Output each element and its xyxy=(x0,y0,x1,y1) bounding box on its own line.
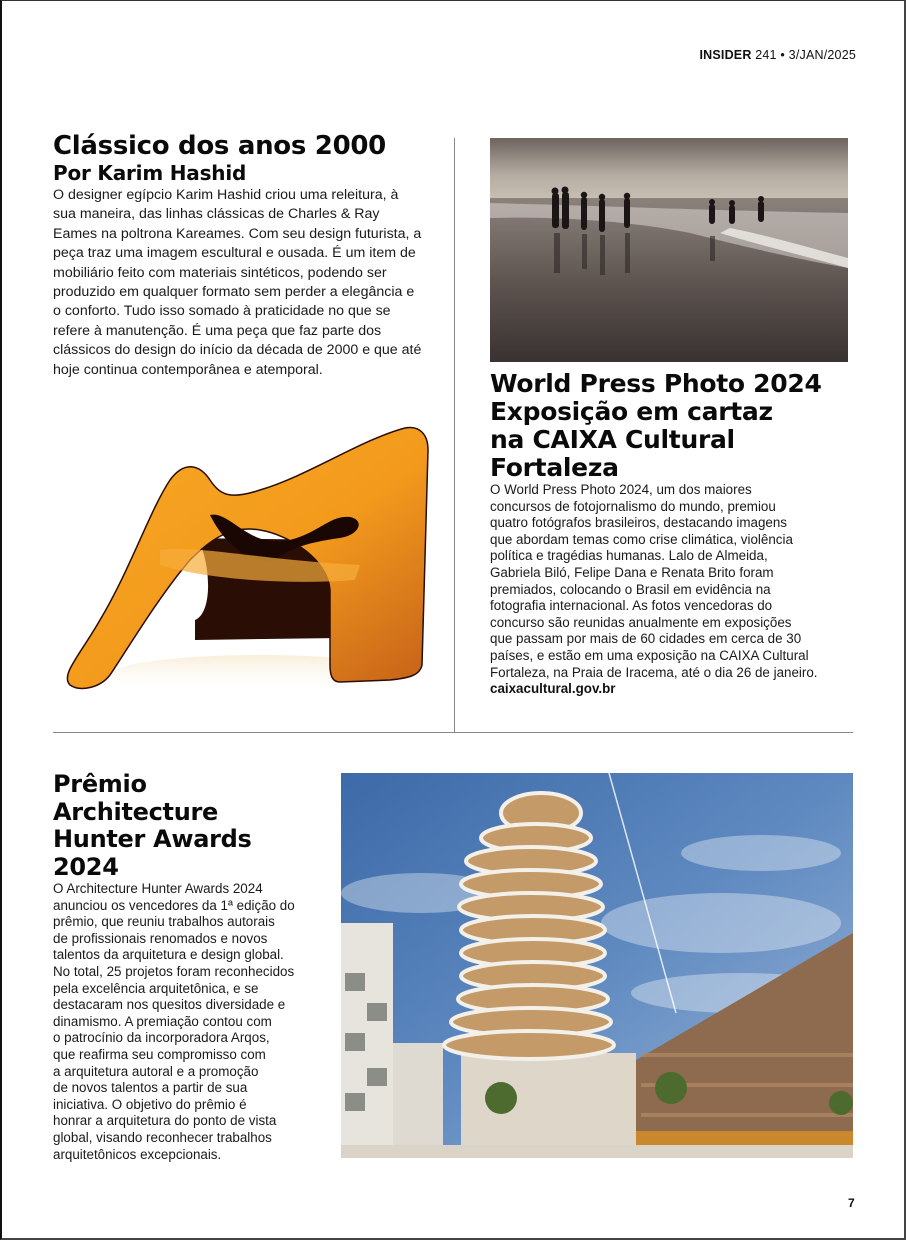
article-body: O designer egípcio Karim Hashid criou uma releitura, à sua maneira, das linhas clássicas de Charles & Ray Eames na poltrona Kareames. Com seu design futurista, a peça traz uma imagem escultural e ousada. É um item de mobiliário feito com materiais sintéticos, podendo ser produzido em qualquer formato sem perder a elegância e o conforto. Tudo isso somado à praticidade no que se refere à manutenção. É uma peça que faz parte dos clássicos do design do início da década de 2000 e que até hoje continua contemporânea e atemporal. xyxy=(53,187,422,378)
chair-image xyxy=(60,420,430,710)
page-number: 7 xyxy=(848,1196,855,1210)
body-line: destacaram nos quesitos diversidade e xyxy=(53,997,286,1013)
issue-number: 241 xyxy=(755,48,777,62)
page-header xyxy=(699,48,856,62)
body-line: de profissionais renomados e novos xyxy=(53,930,268,946)
body-line: o patrocínio da incorporadora Arqos, xyxy=(53,1030,270,1046)
body-line: prêmio, que reuniu trabalhos autorais xyxy=(53,914,275,930)
article-title-line: Architecture xyxy=(53,797,218,826)
section-divider xyxy=(53,732,853,733)
article-title-line: 2024 xyxy=(53,852,119,881)
issue-date: 3/JAN/2025 xyxy=(788,48,856,62)
body-line: iniciativa. O objetivo do prêmio é xyxy=(53,1096,247,1112)
article-title-line: Fortaleza xyxy=(490,453,619,482)
body-line: global, visando reconhecer trabalhos xyxy=(53,1129,272,1145)
header-separator: • xyxy=(780,48,785,62)
article-design xyxy=(53,131,423,380)
body-line: dinamismo. A premiação contou com xyxy=(53,1013,272,1029)
body-line: pela excelência arquitetônica, e se xyxy=(53,980,259,996)
beach-photo xyxy=(490,138,848,362)
body-line: No total, 25 projetos foram reconhecidos xyxy=(53,963,295,979)
article-title-line: World Press Photo 2024 xyxy=(490,369,822,398)
tower-photo xyxy=(341,773,853,1158)
body-line: concursos de fotojornalismo do mundo, premiou xyxy=(490,498,776,514)
body-line: Fortaleza, na Praia de Iracema, até o dia 26 de janeiro. xyxy=(490,664,818,680)
article-title-line: na CAIXA Cultural xyxy=(490,425,735,454)
article-title: Clássico dos anos 2000 xyxy=(53,131,386,161)
body-line: países, e estão em uma exposição na CAIXA Cultural xyxy=(490,647,809,663)
body-line: talentos da arquitetura e design global. xyxy=(53,947,284,963)
body-line: concurso são reunidas anualmente em exposições xyxy=(490,614,792,630)
article-title-line: Exposição em cartaz xyxy=(490,397,773,426)
article-byline: Por Karim Hashid xyxy=(53,161,247,185)
article-body xyxy=(490,482,860,681)
body-line: Gabriela Biló, Felipe Dana e Renata Brito foram xyxy=(490,564,774,580)
article-architecture-awards xyxy=(53,771,333,1163)
body-line: arquitetônicos excepcionais. xyxy=(53,1146,222,1162)
body-line: O World Press Photo 2024, um dos maiores xyxy=(490,482,752,497)
article-photo-exhibition xyxy=(490,370,860,698)
body-line: honrar a arquitetura do ponto de vista xyxy=(53,1113,277,1129)
body-line: fotografia internacional. As fotos vencedoras do xyxy=(490,598,773,614)
body-line: premiados, colocando o Brasil em evidência na xyxy=(490,581,771,597)
body-line: anunciou os vencedores da 1ª edição do xyxy=(53,897,295,913)
article-body xyxy=(53,881,333,1163)
body-line: O Architecture Hunter Awards 2024 xyxy=(53,881,263,896)
article-title-line: Prêmio xyxy=(53,770,147,798)
body-line: política e tragédias humanas. Lalo de Almeida, xyxy=(490,548,768,564)
body-line: que abordam temas como crise climática, violência xyxy=(490,531,793,547)
column-divider xyxy=(454,138,455,733)
body-line: que passam por mais de 60 cidades em cerca de 30 xyxy=(490,631,802,647)
body-line: a arquitetura autoral e a promoção xyxy=(53,1063,259,1079)
article-title-line: Hunter Awards xyxy=(53,825,252,853)
website-link[interactable]: caixacultural.gov.br xyxy=(490,681,616,697)
body-line: quatro fotógrafos brasileiros, destacando imagens xyxy=(490,515,788,531)
body-line: que reafirma seu compromisso com xyxy=(53,1046,266,1062)
publication-name: INSIDER xyxy=(699,48,752,62)
body-line: de novos talentos a partir de sua xyxy=(53,1080,248,1096)
